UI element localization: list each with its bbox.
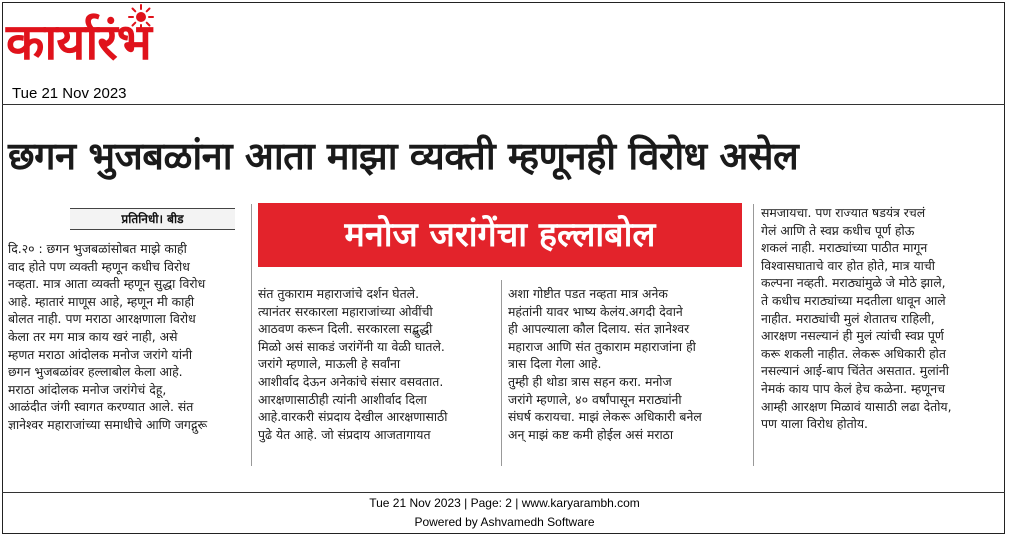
article-text-line: ही आपल्याला कौल दिलाय. संत ज्ञानेश्वर [508,321,690,337]
article-text-line: आहे.वारकरी संप्रदाय देखील आरक्षणासाठी [258,409,448,425]
article-text-line: नेमकं काय पाप केलं हेच कळेना. म्हणूनच [761,380,945,396]
article-text-line: नव्हता. मात्र आता व्यक्ती म्हणून सुद्धा विरोध [8,276,206,292]
article-text-line: समजायचा. पण राज्यात षडयंत्र रचलं [761,205,926,220]
article-text-line: आशीर्वाद देऊन अनेकांचे संसार वसवतात. [258,373,444,389]
article-text-line: नाहीत. मराठ्यांची मुलं शेतातच राहिली, [761,310,935,326]
article-text-line: विश्वासघाताचे वार होत होते, मात्र याची [761,257,935,273]
article-text-line: गेलं आणि ते स्वप्न कधीच पूर्ण होऊ [761,222,915,238]
article-text-line: केला तर मग मात्र काय खरं नाही, असे [8,328,178,344]
article-text-line: आरक्षण नसल्यानं ही मुलं त्यांची स्वप्न पूर्ण [761,328,944,344]
footer-info: Tue 21 Nov 2023 | Page: 2 | www.karyarambh.com [369,496,640,510]
article-text-line: मराठा आंदोलक मनोज जरांगेचं देहू, [8,381,167,397]
article-text-line: वाद होते पण व्यक्ती म्हणून कधीच विरोध [8,258,190,274]
article-text-line: पुढे येत आहे. जो संप्रदाय आजतागायत [258,426,431,442]
article-text-line: आहे. म्हातारं माणूस आहे, म्हणून मी काही [8,293,195,309]
article-text-line: बोलत नाही. पण मराठा आरक्षणाला विरोध [8,311,196,327]
article-text-line: संत तुकाराम महाराजांचे दर्शन घेतले. [258,286,420,301]
article-text-line: आरक्षणासाठीही त्यांनी आशीर्वाद दिला [258,391,427,407]
column-divider [753,204,754,466]
article-text-line: कल्पना नव्हती. मराठ्यांमुळे जे मोठे झाले, [761,275,946,291]
article-text-line: मिळो असं साकडं जरांगेंनी या वेळी घातले. [258,338,445,354]
column-divider [501,280,502,466]
article-text-line: आम्ही आरक्षण मिळावं यासाठी लढा देतोय, [761,398,952,414]
article-byline: प्रतिनिधी। बीड [70,208,235,230]
article-text-line: पण याला विरोध होतोय. [761,416,868,432]
masthead-logo[interactable] [6,4,236,84]
article-text-line: आठवण करून दिली. सरकारला सद्बुद्धी [258,321,433,337]
article-banner: मनोज जरांगेंचा हल्लाबोल [258,203,742,267]
article-headline: छगन भुजबळांना आता माझा व्यक्ती म्हणूनही विरोध असेल [8,134,799,178]
article-text-line: छगन भुजबळांवर हल्लाबोल केला आहे. [8,364,183,380]
article-text-line: जरांगे म्हणाले, माऊली हे सर्वांना [258,356,401,372]
issue-date: Tue 21 Nov 2023 [12,85,127,102]
article-text-line: महाराज आणि संत तुकाराम महाराजांना ही [508,338,696,354]
logo-text: कार्यारंभ [6,13,151,71]
article-text-line: जरांगे म्हणाले, ४० वर्षांपासून मराठ्यांनी [508,391,682,407]
article-text-line: दि.२० : छगन भुजबळांसोबत माझे काही [8,241,187,256]
article-text-line: त्रास दिला गेला आहे. [508,356,602,372]
article-column-4 [761,204,997,433]
article-text-line: त्यानंतर सरकारला महाराजांच्या ओवींची [258,303,433,319]
article-text-line: तुम्ही ही थोडा त्रास सहन करा. मनोज [508,373,672,389]
article-text-line: ज्ञानेश्वर महाराजांच्या समाधीचे आणि जगद्गुरू [8,416,208,432]
article-text-line: संघर्ष करायचा. माझं लेकरू अधिकारी बनेल [508,409,702,425]
article-text-line: करू शकली नाहीत. लेकरू अधिकारी होत [761,345,946,361]
article-text-line: म्हणत मराठा आंदोलक मनोज जरांगे यांनी [8,346,193,362]
header-divider [2,104,1005,105]
article-text-line: अन् माझं कष्ट कमी होईल असं मराठा [508,426,674,442]
article-text-line: ते कधीच मराठ्यांच्या मदतीला धावून आले [761,292,946,308]
article-text-line: महंतांनी यावर भाष्य केलंय.अगदी देवाने [508,303,683,319]
article-column-2 [258,285,494,443]
column-divider [251,204,252,466]
footer-divider [2,492,1005,493]
article-column-1 [8,240,244,434]
article-text-line: अशा गोष्टीत पडत नव्हता मात्र अनेक [508,286,668,301]
article-column-3 [508,285,744,443]
article-text-line: आळंदीत जंगी स्वागत करण्यात आले. संत [8,399,194,415]
article-text-line: शकलं नाही. मराठ्यांच्या पाठीत मागून [761,240,928,256]
footer-powered-by: Powered by Ashvamedh Software [414,515,595,529]
article-text-line: नसल्यानं आई-बाप चिंतेत असतात. मुलांनी [761,363,949,379]
